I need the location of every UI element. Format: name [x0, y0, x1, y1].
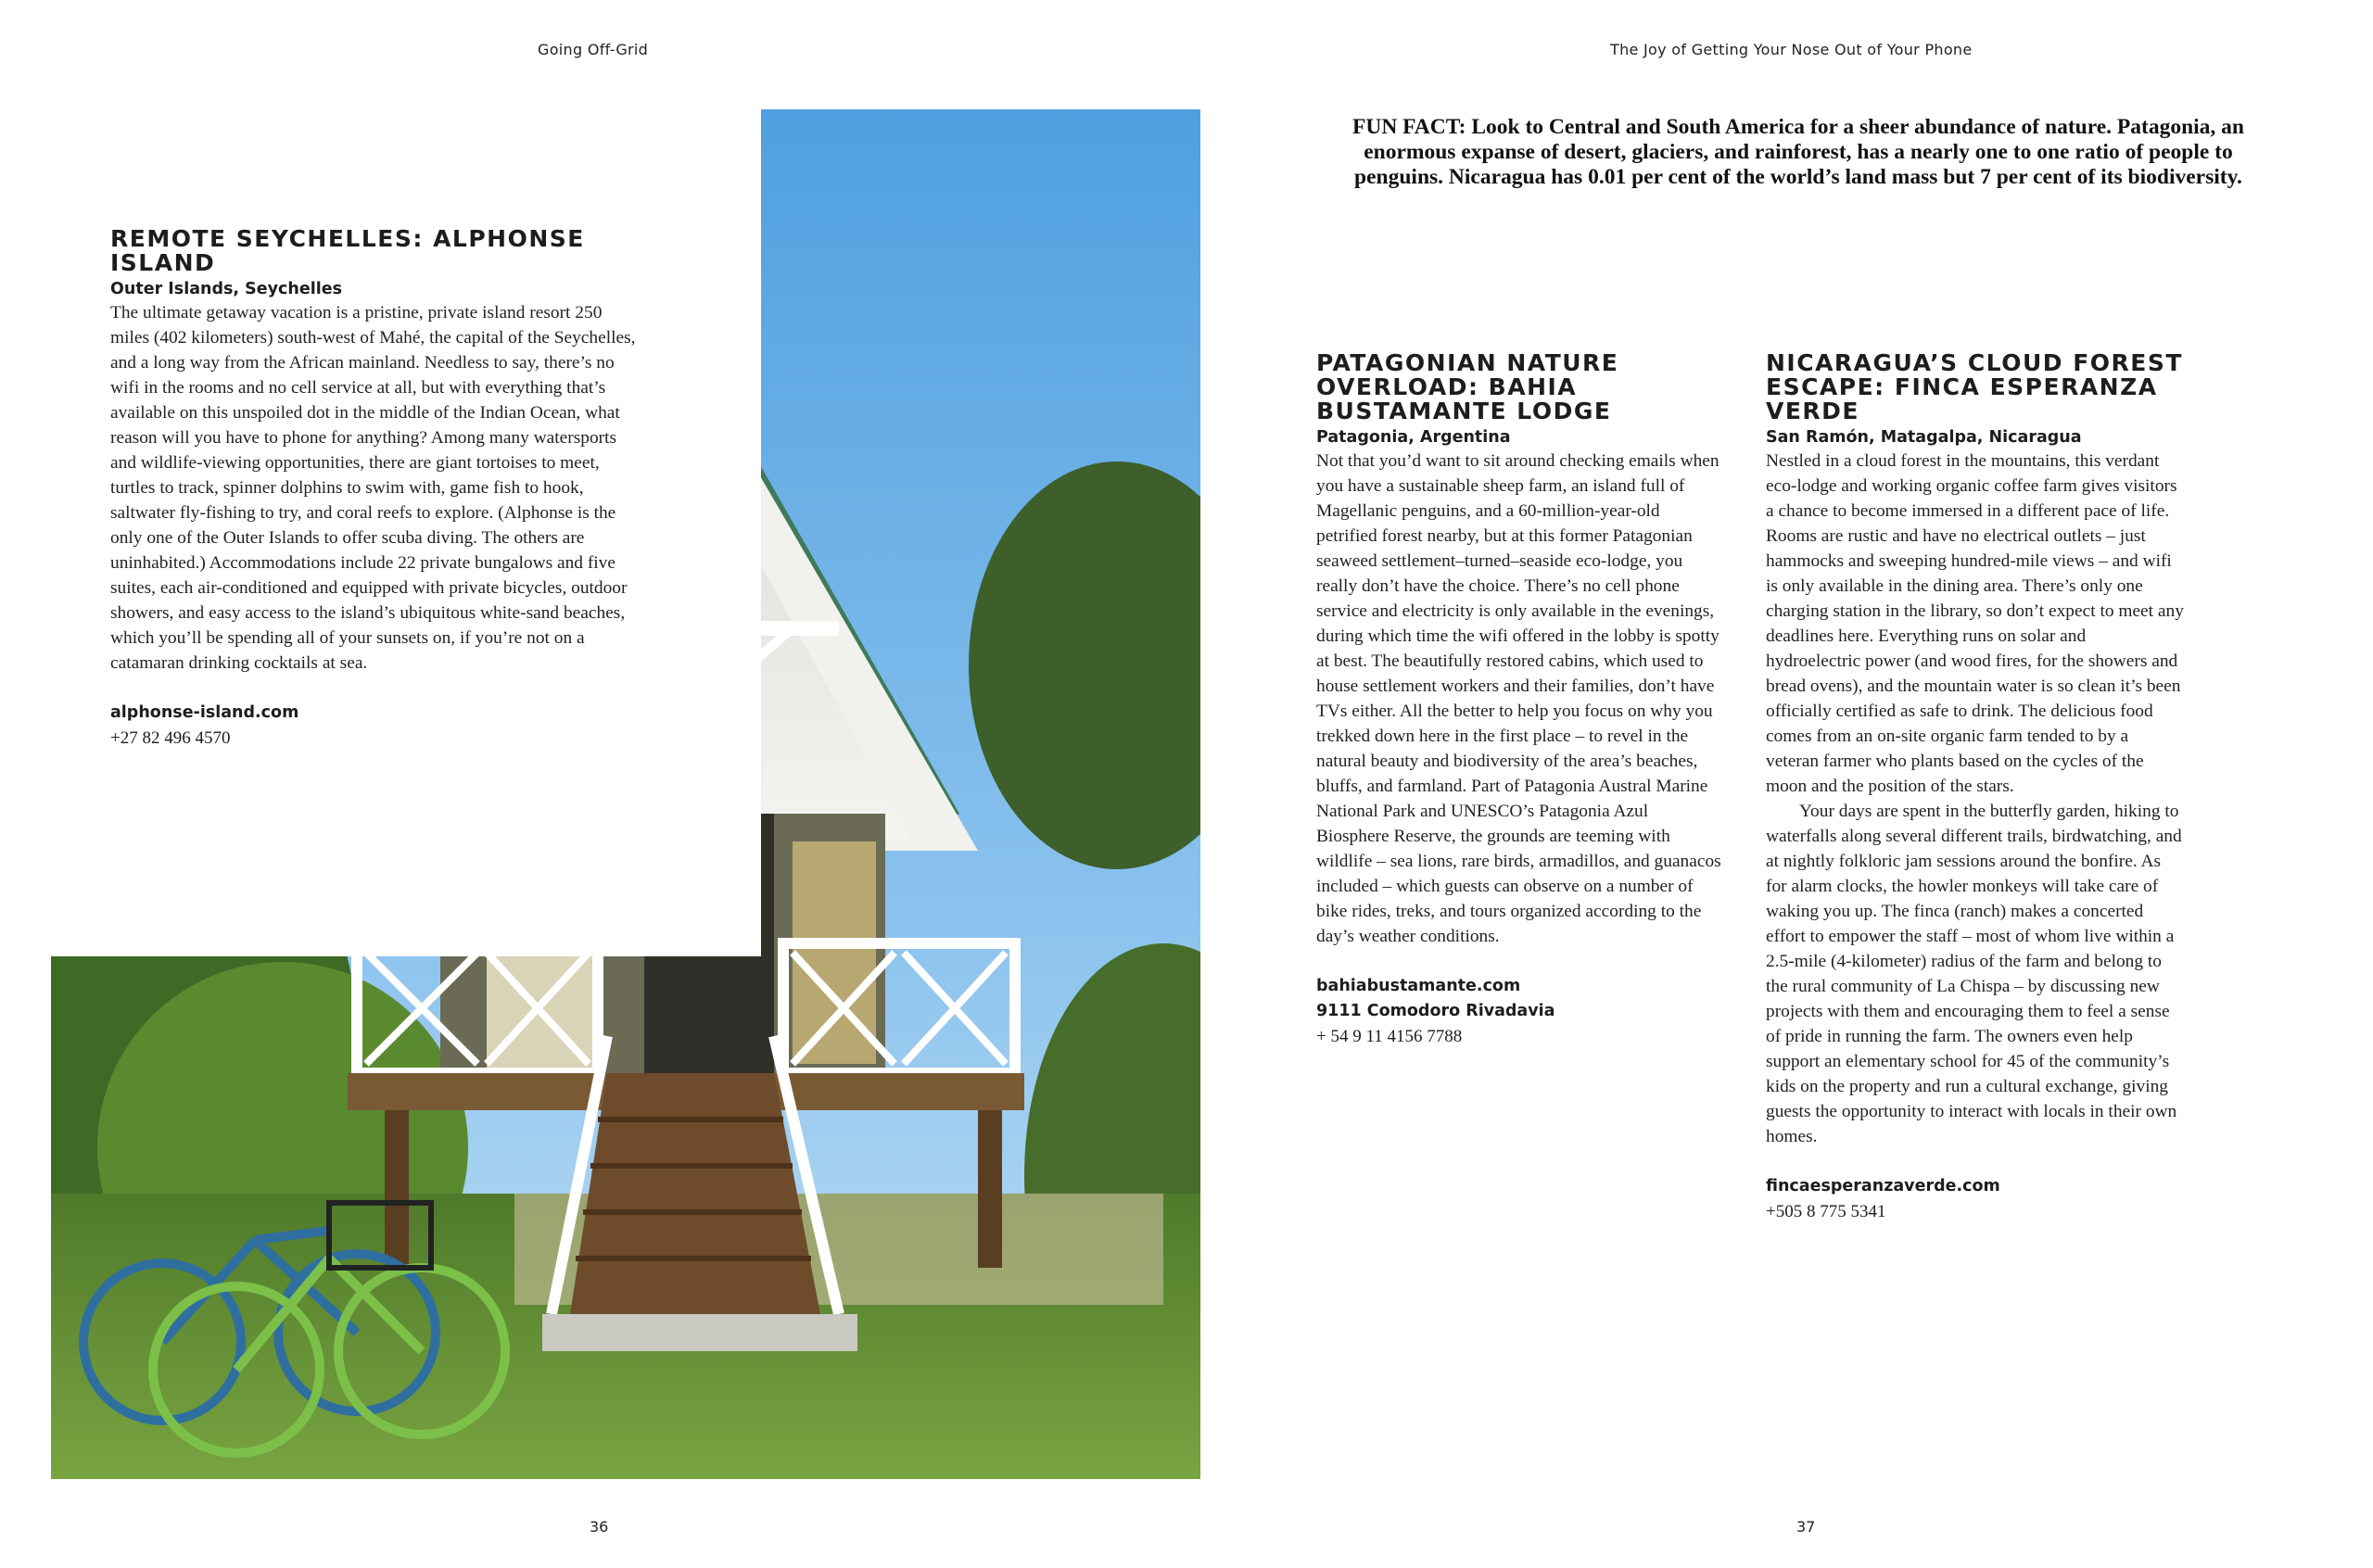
article-location: Patagonia, Argentina: [1316, 428, 1511, 447]
article-paragraph: The ultimate getaway vacation is a pristine, private island resort 250 miles (402 kilometers) south-west of Mahé, the capital of the Seychelles, and a long way from the African mainland. Needless to say, there’s no wifi in the rooms and no cell service at all, but with everything that’s available on this unspoiled dot in the middle of the Indian Ocean, what reason will you have to phone for anything? Among many watersports and wildlife-viewing opportunities, there are giant tortoises to meet, turtles to track, spinner dolphins to swim with, game fish to hook, saltwater fly-fishing to try, and coral reefs to explore. (Alphonse is the only one of the Outer Islands to offer scuba diving. The others are uninhabited.) Accommodations include 22 private bungalows and five suites, each air-conditioned and equipped with private bicycles, outdoor showers, and easy access to the island’s ubiquitous white-sand beaches, which you’ll be spending all of your sunsets on, if you’re not on a catamaran drinking cocktails at sea.: [110, 303, 636, 673]
website-link[interactable]: alphonse-island.com: [110, 703, 299, 722]
article-body: [1316, 449, 1724, 949]
article-bahia-bustamante: [1316, 351, 1724, 1049]
article-title: PATAGONIAN NATURE OVERLOAD: BAHIA BUSTAMANTE LODGE: [1316, 349, 1619, 424]
article-location: San Ramón, Matagalpa, Nicaragua: [1766, 428, 2082, 447]
article-contact: [1766, 1174, 2185, 1224]
article-contact: [110, 701, 639, 751]
address: 9111 Comodoro Rivadavia: [1316, 1002, 1555, 1020]
page-number-right: 37: [1796, 1518, 1816, 1536]
article-title: REMOTE SEYCHELLES: ALPHONSE ISLAND: [110, 225, 585, 276]
website-link[interactable]: fincaesperanzaverde.com: [1766, 1177, 2000, 1195]
article-paragraph: Nestled in a cloud forest in the mountains, this verdant eco-lodge and working organic coffee farm gives visitors a chance to become immersed in a different pace of life. Rooms are rustic and have no electrical outlets – just hammocks and sweeping hundred-mile views – and wifi is only available in the dining area. There’s only one charging station in the library, so don’t expect to meet any deadlines here. Everything runs on solar and hydroelectric power (and wood fires, for the showers and bread ovens), and the mountain water is so clean it’s been officially certified as safe to drink. The delicious food comes from an on-site organic farm tended to by a veteran farmer who plants based on the cycles of the moon and the position of the stars.: [1766, 451, 2184, 796]
fun-fact: FUN FACT: Look to Central and South America for a sheer abundance of nature. Patagonia, an enormous expanse of desert, glaciers, and rainforest, has a nearly one to one ratio of people to penguins. Nicaragua has 0.01 per cent of the world’s land mass but 7 per cent of its biodiversity.: [1352, 115, 2244, 189]
article-contact: [1316, 974, 1724, 1049]
running-head-right: The Joy of Getting Your Nose Out of Your Phone: [1610, 41, 1973, 58]
phone-number: +505 8 775 5341: [1766, 1202, 1886, 1221]
article-finca-esperanza-verde: [1766, 351, 2185, 1224]
article-paragraph: Not that you’d want to sit around checking emails when you have a sustainable sheep farm, an island full of Magellanic penguins, and a 60-million-year-old petrified forest nearby, but at this former Patagonian seaweed settlement–turned–seaside eco-lodge, you really don’t have the choice. There’s no cell phone service and electricity is only available in the evenings, during which time the wifi offered in the lobby is spotty at best. The beautifully restored cabins, which used to house settlement workers and their families, don’t have TVs either. All the better to help you focus on why you trekked down here in the first place – to revel in the natural beauty and biodiversity of the area’s beaches, bluffs, and farmland. Part of Patagonia Austral Marine National Park and UNESCO’s Patagonia Azul Biosphere Reserve, the grounds are teeming with wildlife – sea lions, rare birds, armadillos, and guanacos included – which guests can observe on a number of bike rides, treks, and tours organized according to the day’s weather conditions.: [1316, 451, 1721, 946]
article-body: [110, 300, 639, 676]
running-head-left: Going Off-Grid: [538, 41, 649, 58]
page-number-left: 36: [590, 1518, 609, 1536]
article-title: NICARAGUA’S CLOUD FOREST ESCAPE: FINCA ESPERANZA VERDE: [1766, 349, 2183, 424]
article-location: Outer Islands, Seychelles: [110, 280, 343, 298]
article-alphonse-island: [110, 227, 639, 751]
phone-number: +27 82 496 4570: [110, 728, 231, 748]
article-body: [1766, 449, 2185, 1149]
article-paragraph: Your days are spent in the butterfly garden, hiking to waterfalls along several different trails, birdwatching, and at nightly folkloric jam sessions around the bonfire. As for alarm clocks, the howler monkeys will take care of waking you up. The finca (ranch) makes a concerted effort to empower the staff – most of whom live within a 2.5-mile (4-kilometer) radius of the farm and belong to the rural community of La Chispa – by discussing new projects with them and encouraging them to feel a sense of pride in running the farm. The owners even help support an elementary school for 45 of the community’s kids on the property and run a cultural exchange, giving guests the opportunity to interact with locals in their own homes.: [1766, 802, 2182, 1146]
website-link[interactable]: bahiabustamante.com: [1316, 977, 1521, 995]
phone-number: + 54 9 11 4156 7788: [1316, 1027, 1463, 1046]
